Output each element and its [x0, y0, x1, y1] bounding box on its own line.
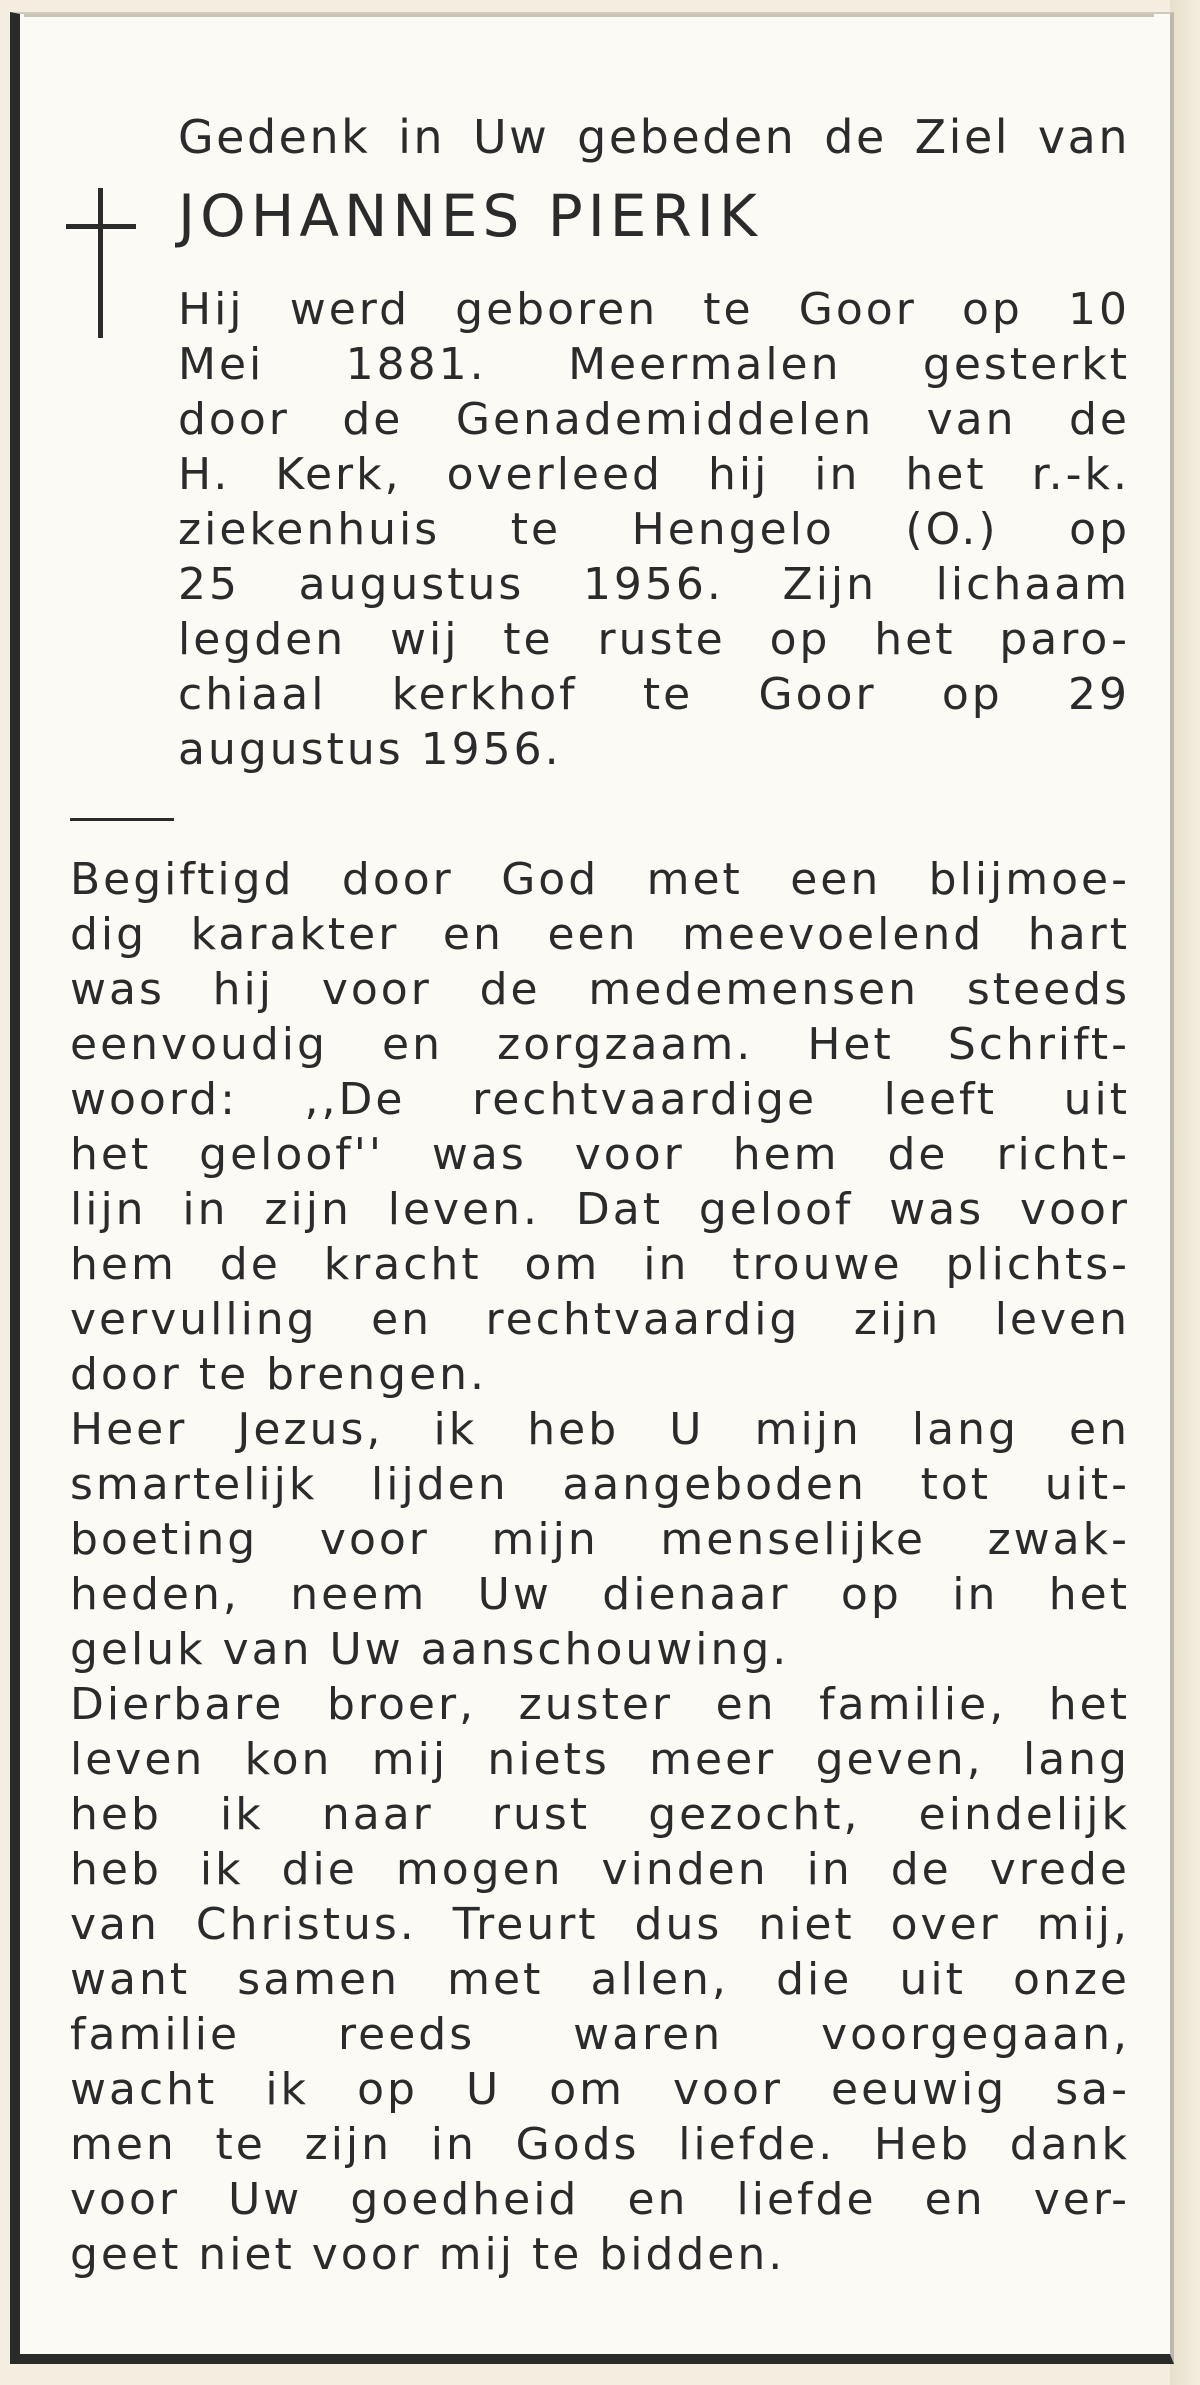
body-line: hem de kracht om in trouwe plichts- [70, 1239, 1130, 1290]
body-line: men te zijn in Gods liefde. Heb dank [70, 2119, 1130, 2170]
body-line: heb ik die mogen vinden in de vrede [70, 1844, 1130, 1895]
bio-line: augustus 1956. [178, 724, 562, 775]
body-line: door te brengen. [70, 1349, 488, 1400]
body-text [70, 852, 1130, 2282]
bio-line: legden wij te ruste op het paro- [178, 614, 1130, 665]
body-line: geluk van Uw aanschouwing. [70, 1624, 790, 1675]
body-line: familie reeds waren voorgegaan, [70, 2009, 1130, 2060]
body-line: het geloof'' was voor hem de richt- [70, 1129, 1130, 1180]
deceased-name: JOHANNES PIERIK [178, 182, 762, 250]
body-line: want samen met allen, die uit onze [70, 1954, 1130, 2005]
bio-line: chiaal kerkhof te Goor op 29 [178, 669, 1130, 720]
bio-line: door de Genademiddelen van de [178, 394, 1130, 445]
body-line: Begiftigd door God met een blijmoe- [70, 854, 1130, 905]
scan-edge [1170, 0, 1200, 2385]
biography [178, 282, 1130, 777]
body-line: boeting voor mijn menselijke zwak- [70, 1514, 1130, 1565]
bio-line: Hij werd geboren te Goor op 10 [178, 284, 1130, 335]
cross-icon [66, 188, 136, 338]
body-line: heb ik naar rust gezocht, eindelijk [70, 1789, 1130, 1840]
bio-line: 25 augustus 1956. Zijn lichaam [178, 559, 1130, 610]
body-line: leven kon mij niets meer geven, lang [70, 1734, 1130, 1785]
separator-dash [70, 818, 174, 821]
body-line: voor Uw goedheid en liefde en ver- [70, 2174, 1130, 2225]
body-line: Heer Jezus, ik heb U mijn lang en [70, 1404, 1130, 1455]
bio-line: H. Kerk, overleed hij in het r.-k. [178, 449, 1130, 500]
body-line: smartelijk lijden aangeboden tot uit- [70, 1459, 1130, 1510]
bio-line: ziekenhuis te Hengelo (O.) op [178, 504, 1130, 555]
body-line: woord: ,,De rechtvaardige leeft uit [70, 1074, 1130, 1125]
body-line: lijn in zijn leven. Dat geloof was voor [70, 1184, 1130, 1235]
body-line: wacht ik op U om voor eeuwig sa- [70, 2064, 1130, 2115]
body-line: dig karakter en een meevoelend hart [70, 909, 1130, 960]
top-rule [24, 14, 1154, 17]
body-line: Dierbare broer, zuster en familie, het [70, 1679, 1130, 1730]
body-line: heden, neem Uw dienaar op in het [70, 1569, 1130, 1620]
body-line: van Christus. Treurt dus niet over mij, [70, 1899, 1130, 1950]
body-line: geet niet voor mij te bidden. [70, 2229, 786, 2280]
body-line: was hij voor de medemensen steeds [70, 964, 1130, 1015]
body-line: vervulling en rechtvaardig zijn leven [70, 1294, 1130, 1345]
body-line: eenvoudig en zorgzaam. Het Schrift- [70, 1019, 1130, 1070]
bio-line: Mei 1881. Meermalen gesterkt [178, 339, 1130, 390]
intro-line: Gedenk in Uw gebeden de Ziel van [178, 110, 1130, 164]
